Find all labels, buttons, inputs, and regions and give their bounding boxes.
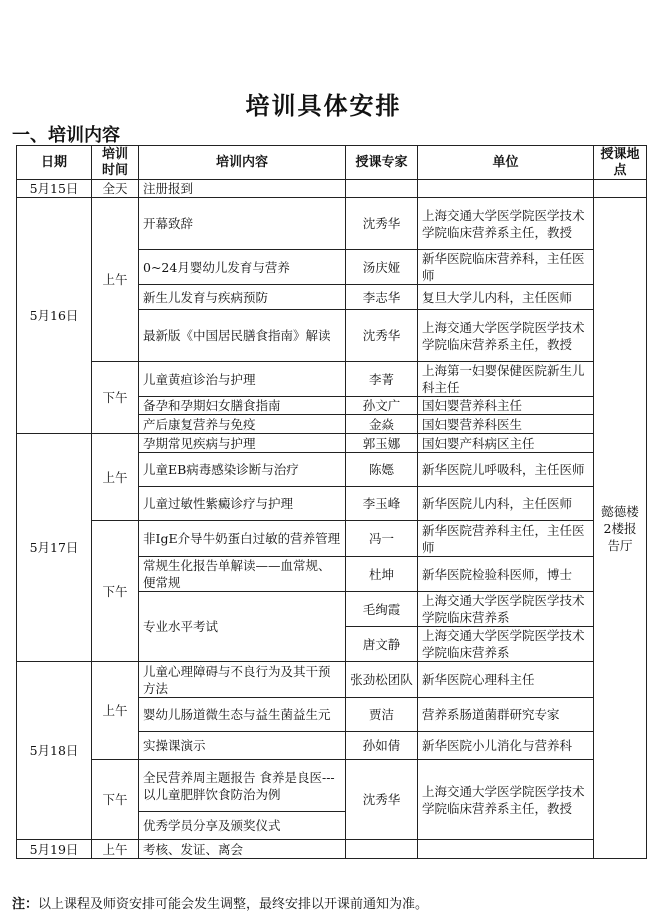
header-expert: 授课专家 — [346, 146, 418, 180]
footnote-label: 注： — [12, 897, 39, 912]
table-row — [17, 434, 647, 453]
content-cell: 非IgE介导牛奶蛋白过敏的营养管理 — [139, 521, 346, 557]
table-row — [17, 180, 647, 198]
content-cell: 常规生化报告单解读——血常规、便常规 — [139, 557, 346, 592]
content-cell: 最新版《中国居民膳食指南》解读 — [139, 310, 346, 362]
header-unit: 单位 — [418, 146, 594, 180]
expert-cell: 李菁 — [346, 362, 418, 397]
location-cell: 懿德楼2楼报告厅 — [594, 198, 647, 859]
expert-cell: 孙文广 — [346, 397, 418, 415]
table-row — [17, 198, 647, 250]
content-cell: 儿童过敏性紫癜诊疗与护理 — [139, 487, 346, 521]
unit-cell: 新华医院营养科主任，主任医师 — [418, 521, 594, 557]
page-title: 培训具体安排 — [245, 92, 402, 120]
table-row — [17, 521, 647, 557]
table-row — [17, 662, 647, 698]
content-cell: 0~24月婴幼儿发育与营养 — [139, 250, 346, 285]
expert-cell: 李志华 — [346, 285, 418, 310]
expert-cell: 陈嫕 — [346, 453, 418, 487]
section-heading: 一、培训内容 — [12, 125, 120, 146]
table-row — [17, 362, 647, 397]
unit-cell: 新华医院儿呼吸科，主任医师 — [418, 453, 594, 487]
expert-cell: 毛绚霞 — [346, 592, 418, 627]
unit-cell: 新华医院心理科主任 — [418, 662, 594, 698]
schedule-table — [16, 145, 647, 859]
content-cell: 注册报到 — [139, 180, 346, 198]
table-row — [17, 840, 647, 859]
content-cell: 全民营养周主题报告 食养是良医---以儿童肥胖饮食防治为例 — [139, 760, 346, 812]
time-cell: 全天 — [92, 180, 139, 198]
header-location: 授课地点 — [594, 146, 647, 180]
expert-cell: 金焱 — [346, 415, 418, 434]
content-cell: 儿童黄疸诊治与护理 — [139, 362, 346, 397]
expert-cell — [346, 180, 418, 198]
time-cell: 下午 — [92, 521, 139, 662]
expert-cell: 沈秀华 — [346, 198, 418, 250]
unit-cell: 国妇婴营养科医生 — [418, 415, 594, 434]
unit-cell — [418, 840, 594, 859]
unit-cell: 上海交通大学医学院医学技术学院临床营养系 — [418, 627, 594, 662]
header-time: 培训时间 — [92, 146, 139, 180]
expert-cell: 汤庆娅 — [346, 250, 418, 285]
content-cell: 专业水平考试 — [139, 592, 346, 662]
unit-cell: 新华医院儿内科，主任医师 — [418, 487, 594, 521]
unit-cell: 营养系肠道菌群研究专家 — [418, 698, 594, 732]
unit-cell: 上海交通大学医学院医学技术学院临床营养系 — [418, 592, 594, 627]
expert-cell: 张劲松团队 — [346, 662, 418, 698]
unit-cell: 上海交通大学医学院医学技术学院临床营养系主任，教授 — [418, 310, 594, 362]
expert-cell: 沈秀华 — [346, 310, 418, 362]
time-cell: 下午 — [92, 362, 139, 434]
content-cell: 考核、发证、离会 — [139, 840, 346, 859]
date-cell: 5月17日 — [17, 434, 92, 662]
unit-cell: 国妇婴营养科主任 — [418, 397, 594, 415]
content-cell: 新生儿发育与疾病预防 — [139, 285, 346, 310]
time-cell: 下午 — [92, 760, 139, 840]
unit-cell: 新华医院临床营养科，主任医师 — [418, 250, 594, 285]
content-cell: 婴幼儿肠道微生态与益生菌益生元 — [139, 698, 346, 732]
expert-cell: 郭玉娜 — [346, 434, 418, 453]
expert-cell: 唐文静 — [346, 627, 418, 662]
expert-cell: 杜坤 — [346, 557, 418, 592]
unit-cell — [418, 180, 594, 198]
location-cell — [594, 180, 647, 198]
date-cell: 5月16日 — [17, 198, 92, 434]
expert-cell: 冯一 — [346, 521, 418, 557]
footnote-text: 以上课程及师资安排可能会发生调整，最终安排以开课前通知为准。 — [38, 897, 429, 912]
unit-cell: 新华医院小儿消化与营养科 — [418, 732, 594, 760]
content-cell: 备孕和孕期妇女膳食指南 — [139, 397, 346, 415]
expert-cell — [346, 840, 418, 859]
content-cell: 产后康复营养与免疫 — [139, 415, 346, 434]
content-cell: 实操课演示 — [139, 732, 346, 760]
content-cell: 开幕致辞 — [139, 198, 346, 250]
header-date: 日期 — [17, 146, 92, 180]
expert-cell: 李玉峰 — [346, 487, 418, 521]
expert-cell: 沈秀华 — [346, 760, 418, 840]
time-cell: 上午 — [92, 198, 139, 362]
date-cell: 5月15日 — [17, 180, 92, 198]
unit-cell: 国妇婴产科病区主任 — [418, 434, 594, 453]
expert-cell: 贾洁 — [346, 698, 418, 732]
footnote — [12, 893, 428, 912]
unit-cell: 新华医院检验科医师，博士 — [418, 557, 594, 592]
content-cell: 儿童心理障碍与不良行为及其干预方法 — [139, 662, 346, 698]
unit-cell: 上海交通大学医学院医学技术学院临床营养系主任，教授 — [418, 198, 594, 250]
unit-cell: 上海第一妇婴保健医院新生儿科主任 — [418, 362, 594, 397]
date-cell: 5月18日 — [17, 662, 92, 840]
unit-cell: 复旦大学儿内科，主任医师 — [418, 285, 594, 310]
unit-cell: 上海交通大学医学院医学技术学院临床营养系主任，教授 — [418, 760, 594, 840]
content-cell: 孕期常见疾病与护理 — [139, 434, 346, 453]
date-cell: 5月19日 — [17, 840, 92, 859]
content-cell: 优秀学员分享及颁奖仪式 — [139, 812, 346, 840]
time-cell: 上午 — [92, 662, 139, 760]
header-row — [17, 146, 647, 180]
content-cell: 儿童EB病毒感染诊断与治疗 — [139, 453, 346, 487]
header-content: 培训内容 — [139, 146, 346, 180]
table-row — [17, 760, 647, 812]
time-cell: 上午 — [92, 840, 139, 859]
expert-cell: 孙如倩 — [346, 732, 418, 760]
time-cell: 上午 — [92, 434, 139, 521]
